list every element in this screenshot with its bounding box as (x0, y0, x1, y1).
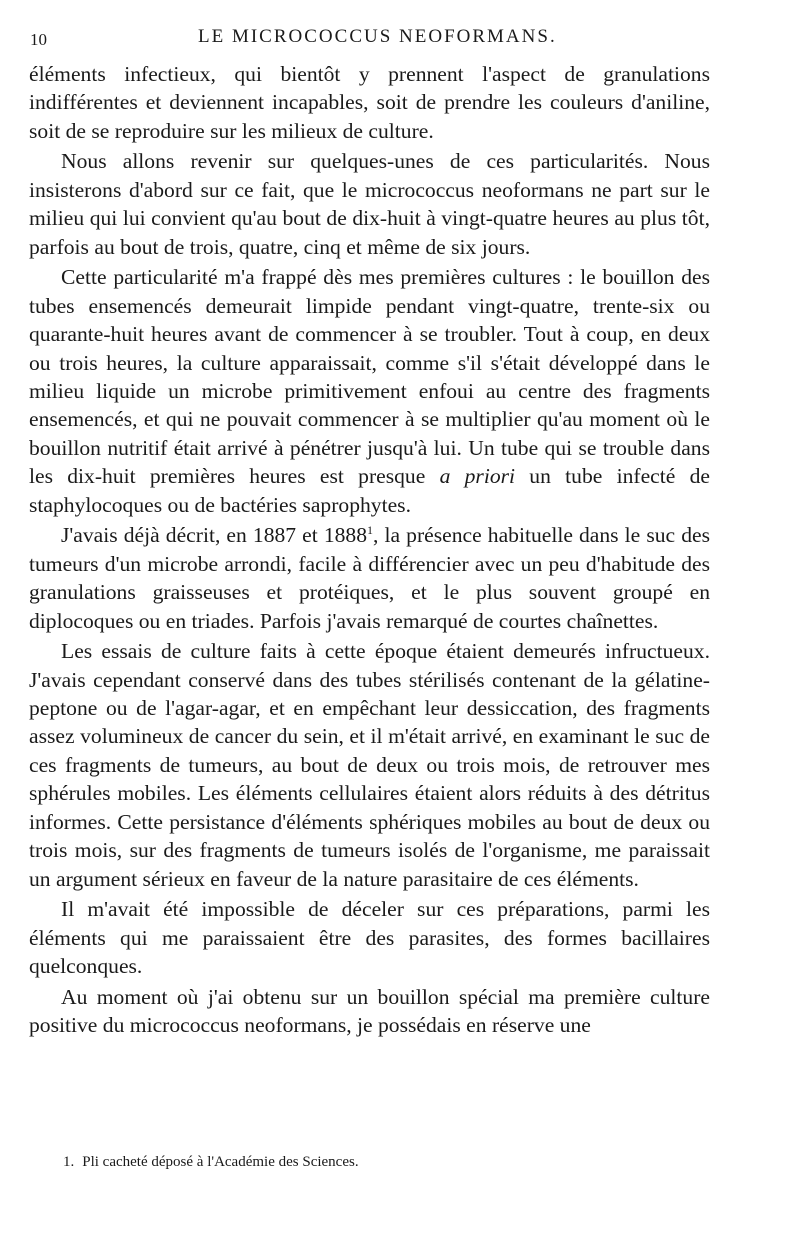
paragraph: Au moment où j'ai obtenu sur un bouillon spécial ma première culture positive du micrococcus neoformans, je possédais en réserve une (29, 984, 710, 1037)
footnote (63, 1152, 703, 1172)
paragraph-continuation: éléments infectieux, qui bientôt y prennent l'aspect de granulations indifférentes et deviennent incapables, soit de prendre les couleurs d'aniline, soit de se reproduire sur les milieux de culture. (29, 62, 710, 143)
body-text (29, 60, 710, 1039)
paragraph: Il m'avait été impossible de déceler sur ces préparations, parmi les éléments qui me paraissaient être des parasites, des formes bacillaires quelconques. (29, 897, 710, 979)
paragraph-text: J'avais déjà décrit, en 1887 et 1888 (61, 523, 368, 548)
footnote-mark: 1. (63, 1154, 75, 1170)
paragraph-text: , la présence habituelle dans le suc des tumeurs d'un microbe arrondi, facile à différencier avec un peu d'habitude des granulations graisseuses et protéiques, et le plus souvent groupé en diplocoques ou en triades. Parfois j'avais remarqué de courtes chaînettes. (29, 523, 710, 633)
paragraph (29, 263, 710, 519)
paragraph (29, 521, 710, 635)
italic-term: a priori (439, 464, 516, 489)
page-header (30, 26, 720, 56)
page-number: 10 (30, 30, 47, 49)
paragraph-text: Cette particularité m'a frappé dès mes premières cultures : le bouillon des tubes ensemencés demeurait limpide pendant vingt-quatre, trente-six ou quarante-huit heures avant de commencer à se troubler. Tout à coup, en deux ou trois heures, la culture apparaissait, comme s'il s'était développé dans le milieu liquide un microbe primitivement enfoui au centre des fragments ensemencés, et qui ne pouvait commencer à se multiplier qu'au moment où le bouillon nutritif était arrivé à pénétrer jusqu'à lui. Un tube qui se trouble dans les dix-huit premières heures est presque (29, 265, 710, 489)
paragraph: Nous allons revenir sur quelques-unes de ces particularités. Nous insisterons d'abord sur ce fait, que le micrococcus neoformans ne part sur le milieu qui lui convient qu'au bout de dix-huit à vingt-quatre heures au plus tôt, parfois au bout de trois, quatre, cinq et même de six jours. (29, 149, 710, 259)
footnote-text: Pli cacheté déposé à l'Académie des Sciences. (82, 1154, 359, 1170)
running-title: LE MICROCOCCUS NEOFORMANS. (198, 26, 557, 47)
paragraph-text: un tube infecté de staphylocoques ou de bactéries saprophytes. (29, 464, 710, 517)
footnote-reference: 1 (367, 523, 374, 538)
paragraph: Les essais de culture faits à cette époque étaient demeurés infructueux. J'avais cependant conservé dans des tubes stérilisés contenant de la gélatine-peptone ou de l'agar-agar, et en empêchant leur dessiccation, des fragments assez volumineux de cancer du sein, et il m'était arrivé, en examinant le suc de ces fragments de tumeurs, au bout de deux ou trois mois, de retrouver mes sphérules mobiles. Les éléments cellulaires étaient alors réduits à des détritus informes. Cette persistance d'éléments sphériques mobiles au bout de deux ou trois mois, sur des fragments de tumeurs isolés de l'organisme, me paraissait un argument sérieux en faveur de la nature parasitaire de ces éléments. (29, 639, 710, 891)
